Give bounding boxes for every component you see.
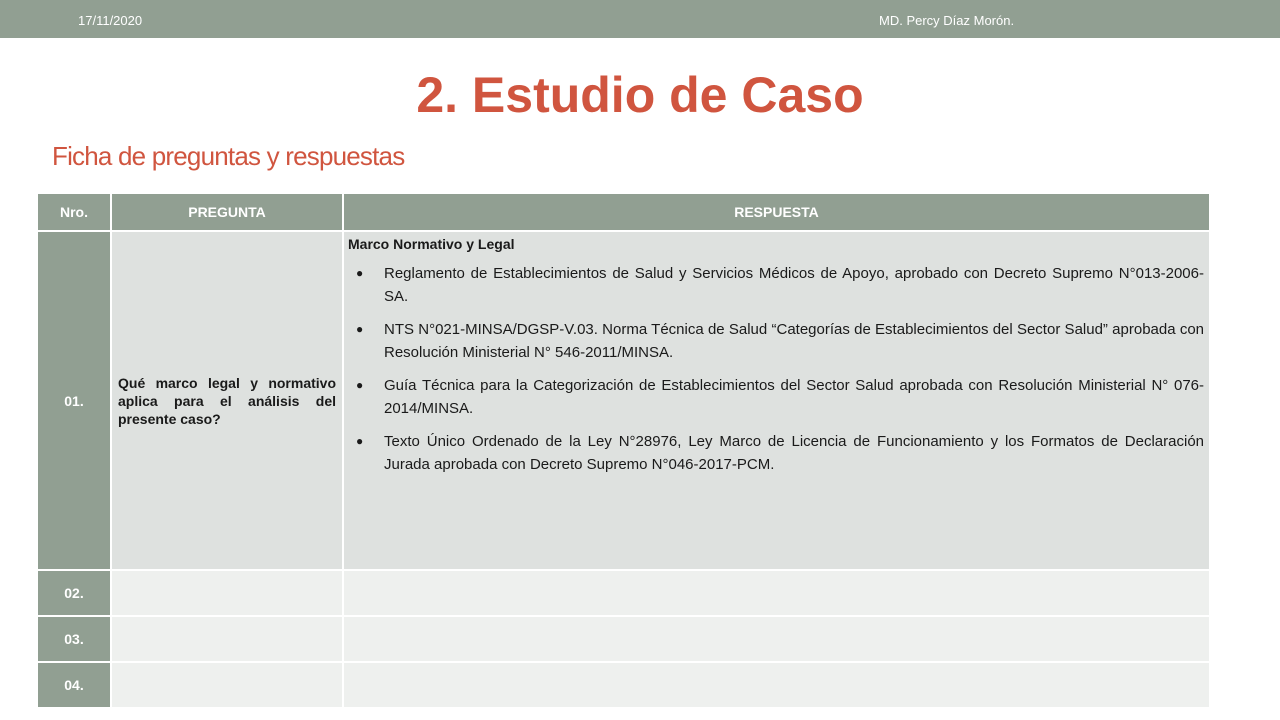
answer-item-text: NTS N°021-MINSA/DGSP-V.03. Norma Técnica de Salud “Categorías de Establecimientos del Sector Salud” aprobada con Resolución Ministerial N° 546-2011/MINSA. (384, 321, 1204, 361)
slide-title: 2. Estudio de Caso (416, 67, 864, 123)
slide-subtitle: Ficha de preguntas y respuestas (52, 141, 405, 171)
list-item (348, 318, 1204, 364)
header-bar (0, 0, 1280, 38)
row-number: 01. (37, 231, 111, 570)
table-row (37, 231, 1210, 570)
list-item (348, 262, 1204, 308)
answer-cell (343, 231, 1210, 570)
qa-table (36, 192, 1211, 709)
table-row (37, 662, 1210, 708)
row-number: 04. (37, 662, 111, 708)
slide-author: MD. Percy Díaz Morón. (879, 13, 1015, 28)
slide-date: 17/11/2020 (78, 13, 143, 28)
answer-item-text: Reglamento de Establecimientos de Salud y Servicios Médicos de Apoyo, aprobado con Decreto Supremo N°013-2006-SA. (384, 265, 1204, 305)
answer-heading: Marco Normativo y Legal (348, 236, 515, 252)
answer-item-text: Texto Único Ordenado de la Ley N°28976, Ley Marco de Licencia de Funcionamiento y los Formatos de Declaración Jurada aprobada con Decreto Supremo N°046-2017-PCM. (384, 433, 1204, 473)
list-item (348, 374, 1204, 420)
question-cell (111, 570, 343, 616)
bullet-dot-icon: ● (356, 322, 364, 336)
header-pregunta: PREGUNTA (111, 193, 343, 231)
bullet-dot-icon: ● (356, 434, 364, 448)
answer-cell (343, 662, 1210, 708)
question-cell (111, 616, 343, 662)
table-row (37, 570, 1210, 616)
bullet-dot-icon: ● (356, 266, 364, 280)
row-number: 02. (37, 570, 111, 616)
list-item (348, 430, 1204, 476)
table-header-row (37, 193, 1210, 231)
header-respuesta: RESPUESTA (343, 193, 1210, 231)
answer-list (348, 262, 1204, 476)
bullet-dot-icon: ● (356, 378, 364, 392)
answer-cell (343, 570, 1210, 616)
answer-item-text: Guía Técnica para la Categorización de Establecimientos del Sector Salud aprobada con Resolución Ministerial N° 076-2014/MINSA. (384, 377, 1204, 417)
question-cell: Qué marco legal y normativo aplica para el análisis del presente caso? (111, 231, 343, 570)
table-row (37, 616, 1210, 662)
row-number: 03. (37, 616, 111, 662)
answer-cell (343, 616, 1210, 662)
question-cell (111, 662, 343, 708)
header-nro: Nro. (37, 193, 111, 231)
